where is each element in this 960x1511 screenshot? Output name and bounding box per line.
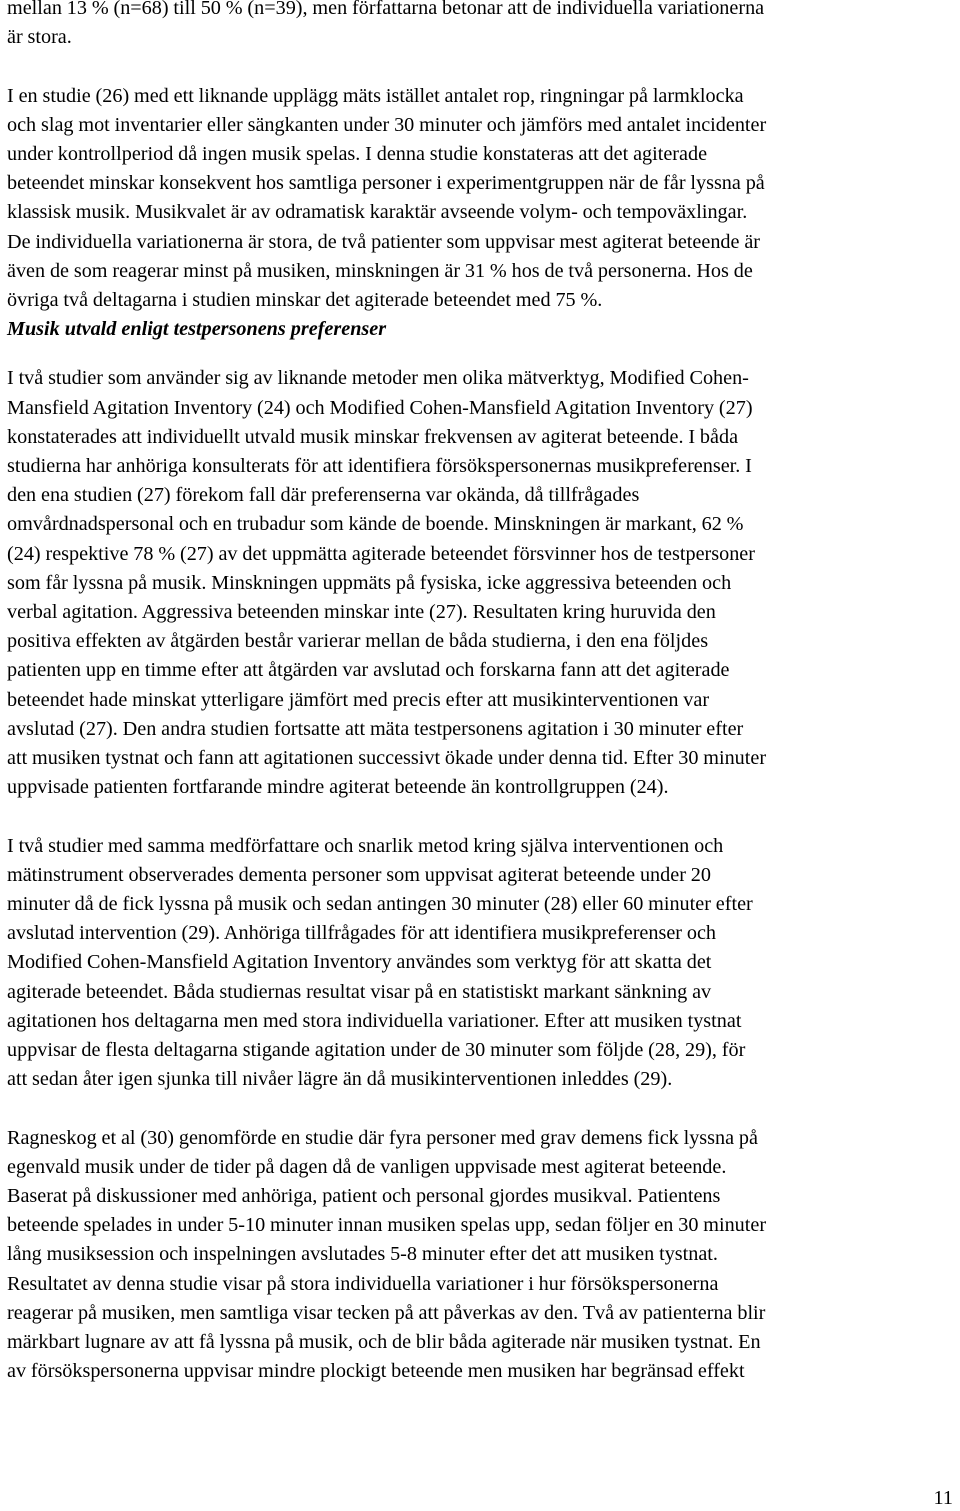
paragraph-ragneskog: Ragneskog et al (30) genomförde en studie där fyra personer med grav demens fick lyssna på egenvald musik under de tider på dagen då de vanligen uppvisade mest agiterat beteende. Baserat på diskussioner med anhöriga, patient och personal gjordes musikval. Patientens beteende spelades in under 5-10 minuter innan musiken spelas upp, sedan följer en 30 minuter lång musiksession och inspelningen avslutades 5-8 minuter efter det att musiken tystnat. Resultatet av denna studie visar på stora individuella variationer i hur försökspersonerna reagerar på musiken, men samtliga visar tecken på att påverkas av den. Två av patienterna blir märkbart lugnare av att få lyssna på musik, och de blir båda agiterade när musiken tystnat. En av försökspersonerna uppvisar mindre plockigt beteende men musiken har begränsad effekt [7, 1126, 767, 1383]
paragraph-two-studies-cmai: I två studier som använder sig av liknande metoder men olika mätverktyg, Modified Cohen- Mansfield Agitation Inventory (24) och Modified Cohen-Mansfield Agitation Inventory (27) konstaterades att individuellt utvald musik minskar frekvensen av agiterat beteende. I båda studierna har anhöriga konsulterats för att identifiera försökspersonernas musikpreferenser. I den ena studien (27) förekom fall där preferenserna var okända, då tillfrågades omvårdnadspersonal och en trubadur som kände de boende. Minskningen är markant, 62 % (24) respektive 78 % (27) av det uppmätta agiterade beteendet försvinner hos de testpersoner som får lyssna på musik. Minskningen uppmäts på fysiska, icke aggressiva beteenden och verbal agitation. Aggressiva beteenden minskar inte (27). Resultaten kring huruvida den positiva effekten av åtgärden består varierar mellan de båda studierna, i den ena följdes patienten upp en timme efter att åtgärden var avslutad och forskarna fann att det agiterade beteendet hade minskat ytterligare jämfört med precis efter att musikinterventionen var avslutad (27). Den andra studien fortsatte att mäta testpersonens agitation i 30 minuter efter att musiken tystnat och fann att agitationen successivt ökade under denna tid. Efter 30 minuter uppvisade patienten fortfarande mindre agiterat beteende än kontrollgruppen (24). [7, 367, 767, 799]
paragraph-study-26: I en studie (26) med ett liknande upplägg mäts istället antalet rop, ringningar på larmklocka och slag mot inventarier eller sängkanten under 30 minuter och jämförs med antalet incidenter under kontrollperiod då ingen musik spelas. I denna studie konstateras att det agiterade beteendet minskar konsekvent hos samtliga personer i experimentgruppen när de får lyssna på klassisk musik. Musikvalet är av odramatisk karaktär avseende volym- och tempoväxlingar. De individuella variationerna är stora, de två patienter som uppvisar mest agiterat beteende är även de som reagerar minst på musiken, minskningen är 31 % hos de två personerna. Hos de övriga två deltagarna i studien minskar det agiterade beteendet med 75 %. [7, 84, 767, 312]
page-number: 11 [933, 1487, 953, 1509]
section-heading: Musik utvald enligt testpersonens preferenser [7, 318, 387, 341]
paragraph-two-studies-coauthor: I två studier med samma medförfattare och snarlik metod kring själva interventionen och mätinstrument observerades dementa personer som uppvisat agiterat beteende under 20 minuter då de fick lyssna på musik och sedan antingen 30 minuter (28) eller 60 minuter efter avslutad intervention (29). Anhöriga tillfrågades för att identifiera musikpreferenser och Modified Cohen-Mansfield Agitation Inventory användes som verktyg för att skatta det agiterade beteendet. Båda studiernas resultat visar på en statistiskt markant sänkning av agitationen hos deltagarna men med stora individuella variationer. Efter att musiken tystnat uppvisar de flesta deltagarna stigande agitation under de 30 minuter som följde (28, 29), för att sedan åter igen sjunka till nivåer lägre än då musikinterventionen inleddes (29). [7, 834, 753, 1091]
paragraph-continuation: mellan 13 % (n=68) till 50 % (n=39), men författarna betonar att de individuella variationerna är stora. [7, 0, 765, 49]
document-page [7, 0, 957, 1387]
